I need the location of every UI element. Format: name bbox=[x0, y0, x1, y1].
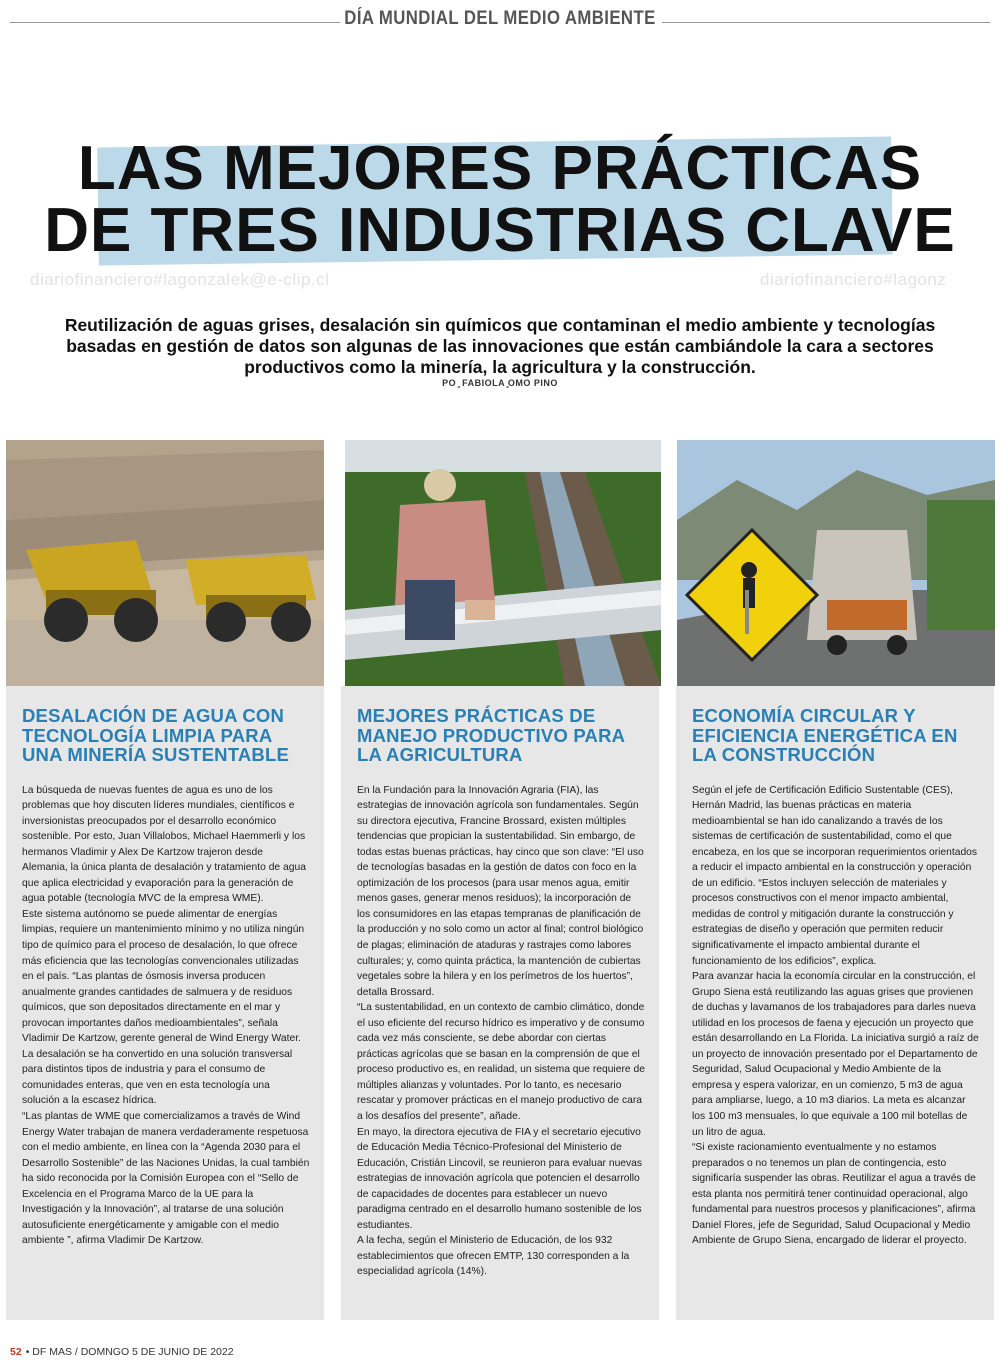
column-body bbox=[357, 783, 645, 1281]
column-paragraph: En la Fundación para la Innovación Agraria (FIA), las estrategias de innovación agrícola son fundamentales. Según su directora ejecutiva, Francine Brossard, existen múltiples tendencias que propician la sustentabilidad. Sin embargo, de todas estas buenas prácticas, hay cinco que son clave: “El uso de tecnologías basadas en la gestión de datos con foco en la optimización de los procesos (para usar menos agua, emitir menos gases, generar menos residuos); la incorporación de los consumidores en las etapas tempranas de planificación de la producción y no solo como un actor al final; control biológico de plagas; eliminación de ataduras y rastrajes como labores culturales; y, como quinta práctica, la mantención de cubiertas vegetales sobre la hilera y en los perímetros de los huertos”, detalla Brossard. bbox=[357, 784, 644, 998]
column-paragraph: A la fecha, según el Ministerio de Educación, de los 932 establecimientos que ofrecen EMTP, 130 corresponden a la especialidad agrícola (14%). bbox=[357, 1235, 630, 1278]
agriculture-irrigation-photo bbox=[345, 440, 661, 686]
page-title bbox=[0, 134, 1000, 265]
title-line-1: LAS MEJORES PRÁCTICAS bbox=[77, 134, 923, 203]
section-label: DÍA MUNDIAL DEL MEDIO AMBIENTE bbox=[344, 8, 656, 29]
title-line-2: DE TRES INDUSTRIAS CLAVE bbox=[44, 196, 956, 265]
column-paragraph: “La sustentabilidad, en un contexto de cambio climático, donde el uso eficiente del recurso hídrico es imperativo y de consumo cada vez más consciente, se debe abordar con ciertas prácticas agrícolas que se basan en la comprensión de que el proceso productivo es, en realidad, un sistema que requiere de múltiples alianzas y voluntades. Por lo tanto, es necesario rescatar y promover prácticas en el manejo productivo de cara a los desafíos del presente”, añade. bbox=[357, 1002, 645, 1122]
article-column-construction bbox=[676, 686, 994, 1320]
column-paragraph: Para avanzar hacia la economía circular en la construcción, el Grupo Siena está reutilizando las aguas grises que provienen de duchas y lavamanos de los trabajadores para darles nueva utilidad en los procesos de faena y ejecución un proyecto que están desarrollando en La Florida. La iniciativa surgió a raíz de un proyecto de innovación presentado por el Departamento de Seguridad, Salud Ocupacional y Medio Ambiente de la empresa y espera valorizar, en un comienzo, 5 m3 de agua para ampliarse, luego, a 10 m3 diarios. La meta es alcanzar los 100 m3 mensuales, lo que equivale a 100 mil botellas de un litro de agua. bbox=[692, 971, 979, 1138]
page-number: 52 bbox=[10, 1346, 22, 1358]
footer-publication: • DF MAS / DOMNGO 5 DE JUNIO DE 2022 bbox=[25, 1346, 234, 1358]
column-paragraph: Este sistema autónomo se puede alimentar de energías limpias, requiere un mantenimiento mínimo y no utiliza ningún tipo de químico para el proceso de desalación, lo que ofrece más eficiencia que las tecnologías convencionales utilizadas en el país. “Las plantas de ósmosis inversa producen anualmente grandes cantidades de salmuera y de residuos químicos, que son depositados directamente en el mar y provocan importantes daños medioambientales”, señala Vladimir De Kartzow, gerente general de Wind Energy Water. bbox=[22, 908, 305, 1045]
watermark-right: diariofinanciero#lagonz bbox=[760, 270, 947, 289]
construction-road-photo bbox=[677, 440, 995, 686]
column-heading: DESALACIÓN DE AGUA CON TECNOLOGÍA LIMPIA PARA UNA MINERÍA SUSTENTABLE bbox=[22, 705, 290, 765]
watermark-left: diariofinanciero#lagonzalek@e-clip.cl bbox=[30, 270, 330, 289]
column-body bbox=[22, 783, 310, 1249]
section-rule-right bbox=[662, 22, 990, 23]
column-paragraph: La desalación se ha convertido en una solución transversal para distintos tipos de industria y para el consumo de comunidades enteras, que ven en esta tecnología una solución a la escasez hídrica. bbox=[22, 1048, 293, 1107]
mining-trucks-photo bbox=[6, 440, 324, 686]
article-column-agriculture bbox=[341, 686, 659, 1320]
column-body bbox=[692, 783, 980, 1249]
page-footer bbox=[10, 1346, 234, 1358]
lead-paragraph: Reutilización de aguas grises, desalación sin químicos que contaminan el medio ambiente y tecnologías basadas en gestión de datos son algunas de las innovaciones que están cambiándole la cara a sectores productivos como la minería, la agricultura y la construcción. bbox=[64, 315, 936, 377]
column-heading: ECONOMÍA CIRCULAR Y EFICIENCIA ENERGÉTICA EN LA CONSTRUCCIÓN bbox=[692, 705, 958, 765]
column-paragraph: La búsqueda de nuevas fuentes de agua es uno de los problemas que hoy discuten líderes mundiales, científicos e inversionistas preocupados por el desarrollo económico sostenible. Por esto, Juan Villalobos, Michael Haemmerli y los hermanos Vladimir y Alex De Kartzow trajeron desde Alemania, la única planta de desalación y tratamiento de agua que aplica electricidad y evaporación para la generación de agua potable (tecnología MVC de la empresa WME). bbox=[22, 784, 306, 905]
column-heading: MEJORES PRÁCTICAS DE MANEJO PRODUCTIVO PARA LA AGRICULTURA bbox=[357, 705, 625, 765]
column-paragraph: En mayo, la directora ejecutiva de FIA y el secretario ejecutivo de Educación Media Técnico-Profesional del Ministerio de Educación, Cristián Lincovil, se reunieron para evaluar nuevas estrategias de innovación agrícola que potencien el desarrollo de capacidades de docentes para establecer un nuevo paradigma centrado en el desarrollo humano sostenible de los estudiantes. bbox=[357, 1126, 643, 1231]
column-paragraph: “Si existe racionamiento eventualmente y no estamos preparados o no tenemos un plan de contingencia, esto significaría suspender las obras. Reutilizar el agua a través de esta planta nos permitirá tener continuidad operacional, algo fundamental para nuestros procesos y planificaciones”, afirma Daniel Flores, jefe de Seguridad, Salud Ocupacional y Medio Ambiente de Grupo Siena, encargado de liderar el proyecto. bbox=[692, 1142, 976, 1247]
byline: PO ̧ FABIOLA ̧OMO PINO bbox=[442, 378, 558, 388]
article-column-mining bbox=[6, 686, 324, 1320]
column-paragraph: “Las plantas de WME que comercializamos a través de Wind Energy Water trabajan de manera verdaderamente respetuosa con el medio ambiente, en línea con la “Agenda 2030 para el Desarrollo Sostenible” de las Naciones Unidas, la cual también ha sido reconocida por la Comisión Europea con el “Sello de Excelencia en el Programa Marco de la UE para la Investigación y la Innovación”, al tratarse de una solución autosuficiente energéticamente y amigable con el medio ambiente ”, afirma Vladimir De Kartzow. bbox=[22, 1110, 310, 1247]
column-paragraph: Según el jefe de Certificación Edificio Sustentable (CES), Hernán Madrid, las buenas prácticas en materia medioambiental se han ido canalizando a través de los sistemas de certificación de sustentabilidad, como el que encabeza, en los que se incorporan requerimientos orientados a reducir el impacto ambiental en la construcción y operación de un edificio. “Estos incluyen selección de materiales y procesos constructivos con el menor impacto ambiental, medidas de control y mitigación durante la construcción y estrategias de diseño y operación que permiten reducir significativamente el impacto ambiental durante el funcionamiento de los edificios”, explica. bbox=[692, 784, 978, 967]
